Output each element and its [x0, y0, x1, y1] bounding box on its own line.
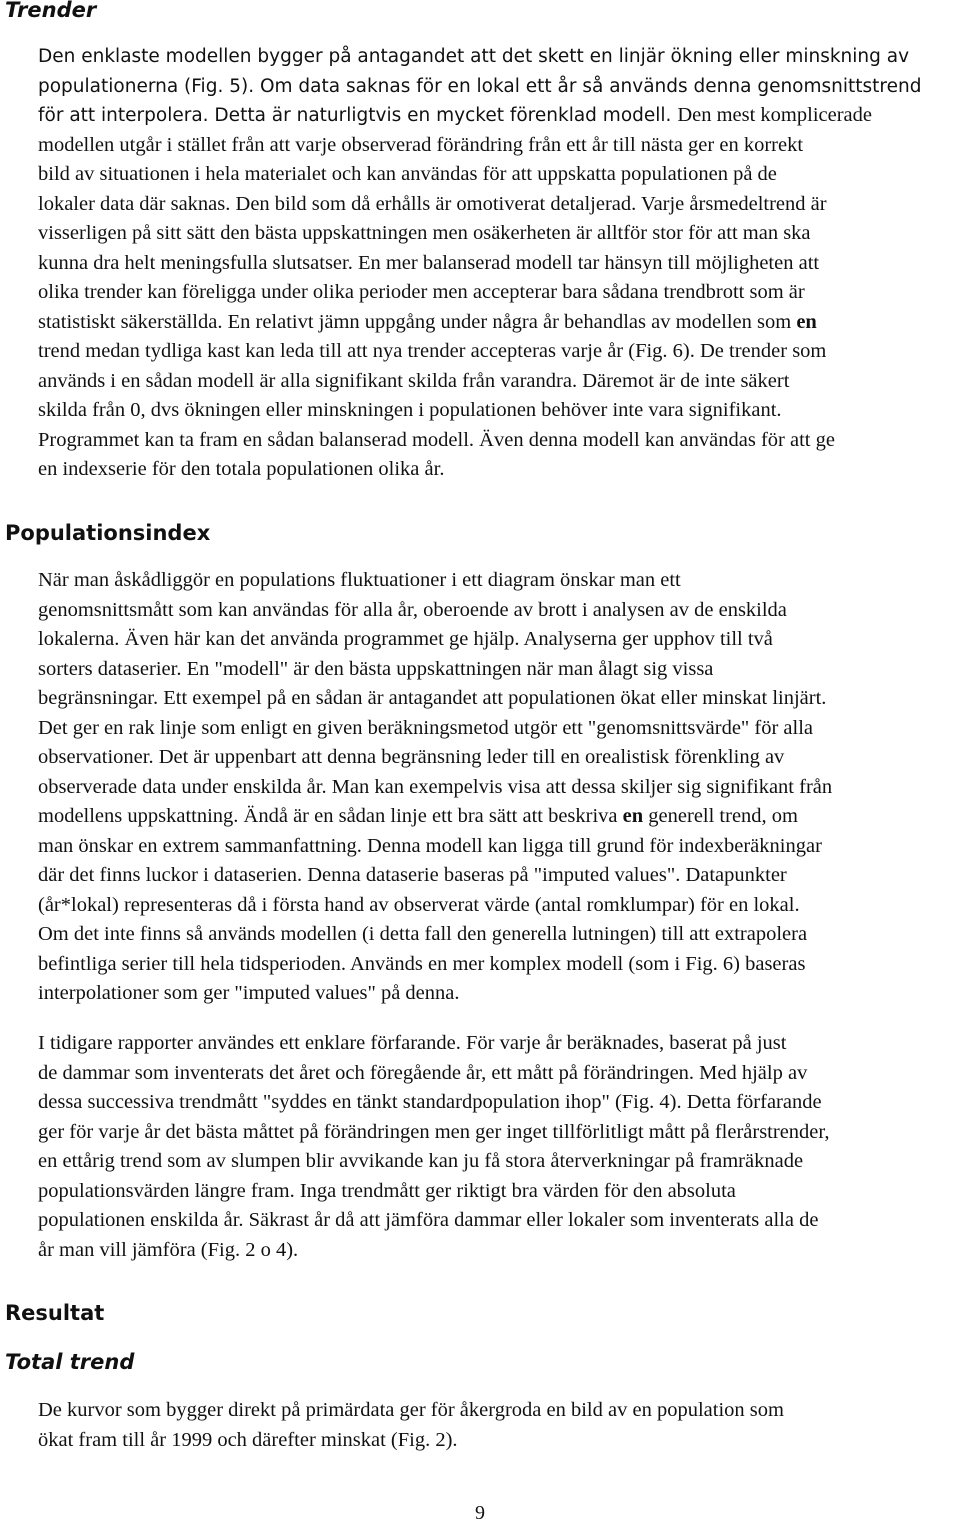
text-line: modellen utgår i stället från att varje observerad förändring från ett år till nästa ger en korrekt: [38, 133, 804, 156]
text-line: [3, 101, 955, 131]
text-line: begränsningar. Ett exempel på en sådan är antagandet att populationen ökat eller minskat linjärt.: [38, 687, 827, 709]
text-line: Den enklaste modellen bygger på antagandet att det skett en linjär ökning eller minskning av: [38, 46, 910, 67]
text-run: En relativt jämn uppgång under några år behandlas av modellen som: [227, 310, 797, 333]
text-line: man önskar en extrem sammanfattning. Denna modell kan ligga till grund för indexberäkningar: [38, 834, 822, 857]
paragraph-trender: [3, 42, 955, 485]
text-line: genomsnittsmått som kan användas för alla år, oberoende av brott i analysen av de enskilda: [38, 598, 787, 621]
paragraph-populationsindex-2: [3, 1029, 955, 1265]
text-line: en indexserie för den totala populationen olika år.: [38, 458, 445, 480]
text-line: Det ger en rak linje som enligt en given beräkningsmetod utgör ett "genomsnittsvärde" för alla: [38, 716, 814, 739]
text-line: visserligen på sitt sätt den bästa uppskattningen men osäkerheten är alltför stor för att man ska: [38, 222, 811, 244]
text-line: lokalerna. Även här kan det använda programmet ge hjälp. Analyserna ger upphov till två: [38, 628, 773, 650]
paragraph-total-trend: [3, 1396, 955, 1455]
paragraph-populationsindex-1: [3, 566, 955, 1009]
text-line: [3, 802, 955, 832]
page-number: 9: [475, 1502, 485, 1524]
text-line: olika trender kan föreligga under olika perioder men accepterar bara sådana trendbrott som är: [38, 281, 805, 303]
text-line: bild av situationen i hela materialet och kan användas för att uppskatta populationen på de: [38, 163, 777, 185]
text-line: [3, 367, 955, 397]
text-line: befintliga serier till hela tidsperioden. Används en mer komplex modell (som i Fig. 6) baseras: [38, 952, 806, 975]
text-line: interpolationer som ger "imputed values" på denna.: [38, 982, 460, 1004]
section-heading-resultat: Resultat: [5, 1301, 105, 1325]
text-line: [3, 337, 955, 367]
text-line: de dammar som inventerats det året och föregående år, ett mått på förändringen. Med hjälp av: [38, 1061, 808, 1084]
text-line: populationsvärden längre fram. Inga trendmått ger riktigt bra värden för den absoluta: [38, 1179, 736, 1202]
text-run: kunna dra helt meningsfulla slutsatser.: [38, 251, 358, 274]
text-line: I tidigare rapporter användes ett enklare förfarande. För varje år beräknades, baserat på just: [38, 1032, 787, 1054]
text-line: ökat fram till år 1999 och därefter minskat (Fig. 2).: [38, 1428, 458, 1451]
text-line: Programmet kan ta fram en sådan balanserad modell. Även denna modell kan användas för att ge: [38, 428, 835, 451]
text-line: där det finns luckor i dataserien. Denna dataserie baseras på "imputed values". Datapunkter: [38, 864, 787, 886]
text-line: populationerna (Fig. 5). Om data saknas för en lokal ett år så används denna genomsnittstrend: [38, 75, 922, 97]
bold-word: en: [622, 805, 644, 827]
text-line: [3, 190, 955, 220]
text-line: en ettårig trend som av slumpen blir avvikande kan ju få stora återverkningar på framräknade: [38, 1150, 804, 1172]
text-line: När man åskådliggör en populations fluktuationer i ett diagram önskar man ett: [38, 569, 681, 591]
text-line: [3, 249, 955, 279]
text-run: trend medan tydliga kast kan leda till att nya trender accepteras varje år (Fig. 6).: [38, 340, 700, 362]
section-heading-total-trend: Total trend: [5, 1350, 135, 1374]
text-run: De trender som: [700, 340, 827, 362]
text-line: sorters dataserier. En "modell" är den bästa uppskattningen när man ålagt sig vissa: [38, 657, 714, 680]
text-line: [3, 308, 955, 338]
bold-word: en: [796, 310, 817, 333]
text-line: skilda från 0, dvs ökningen eller minskningen i populationen behöver inte vara signifikant.: [38, 399, 782, 421]
text-run: generell trend, om: [643, 805, 799, 827]
text-line: dessa successiva trendmått "syddes en tänkt standardpopulation ihop" (Fig. 4). Detta förfarande: [38, 1091, 822, 1113]
text-run: Varje årsmedeltrend är: [641, 192, 827, 215]
text-run: Däremot är de inte säkert: [582, 369, 790, 392]
text-line: Om det inte finns så används modellen (i detta fall den generella lutningen) till att extrapolera: [38, 923, 808, 945]
text-run: statistiskt säkerställda.: [38, 310, 228, 333]
text-run: En mer balanserad modell tar hänsyn till möjligheten att: [357, 251, 820, 274]
text-line: observationer. Det är uppenbart att denna begränsning leder till en orealistisk förenkling av: [38, 746, 785, 768]
text-line: ger för varje år det bästa måttet på förändringen men ger inget tillförlitligt mått på flerårstrender,: [38, 1120, 830, 1143]
text-line: observerade data under enskilda år. Man kan exempelvis visa att dessa skiljer sig signifikant från: [38, 775, 833, 798]
text-line: De kurvor som bygger direkt på primärdata ger för åkergroda en bild av en population som: [38, 1399, 784, 1421]
text-run: Den mest komplicerade: [677, 104, 872, 126]
text-run: används i en sådan modell är alla signifikant skilda från varandra.: [38, 369, 583, 392]
text-line: (år*lokal) representeras då i första hand av observerat värde (antal romklumpar) för en lokal.: [38, 893, 800, 916]
text-line: år man vill jämföra (Fig. 2 o 4).: [38, 1238, 299, 1261]
text-run: lokaler data där saknas. Den bild som då erhålls är omotiverat detaljerad.: [38, 192, 642, 215]
text-run: för att interpolera. Detta är naturligtvis en mycket förenklad modell.: [38, 105, 678, 126]
section-heading-trender: Trender: [5, 0, 97, 22]
text-run: modellens uppskattning. Ändå är en sådan linje ett bra sätt att beskriva: [38, 805, 623, 827]
text-line: populationen enskilda år. Säkrast år då att jämföra dammar eller lokaler som inventerats alla de: [38, 1209, 819, 1231]
section-heading-populationsindex: Populationsindex: [5, 521, 211, 545]
